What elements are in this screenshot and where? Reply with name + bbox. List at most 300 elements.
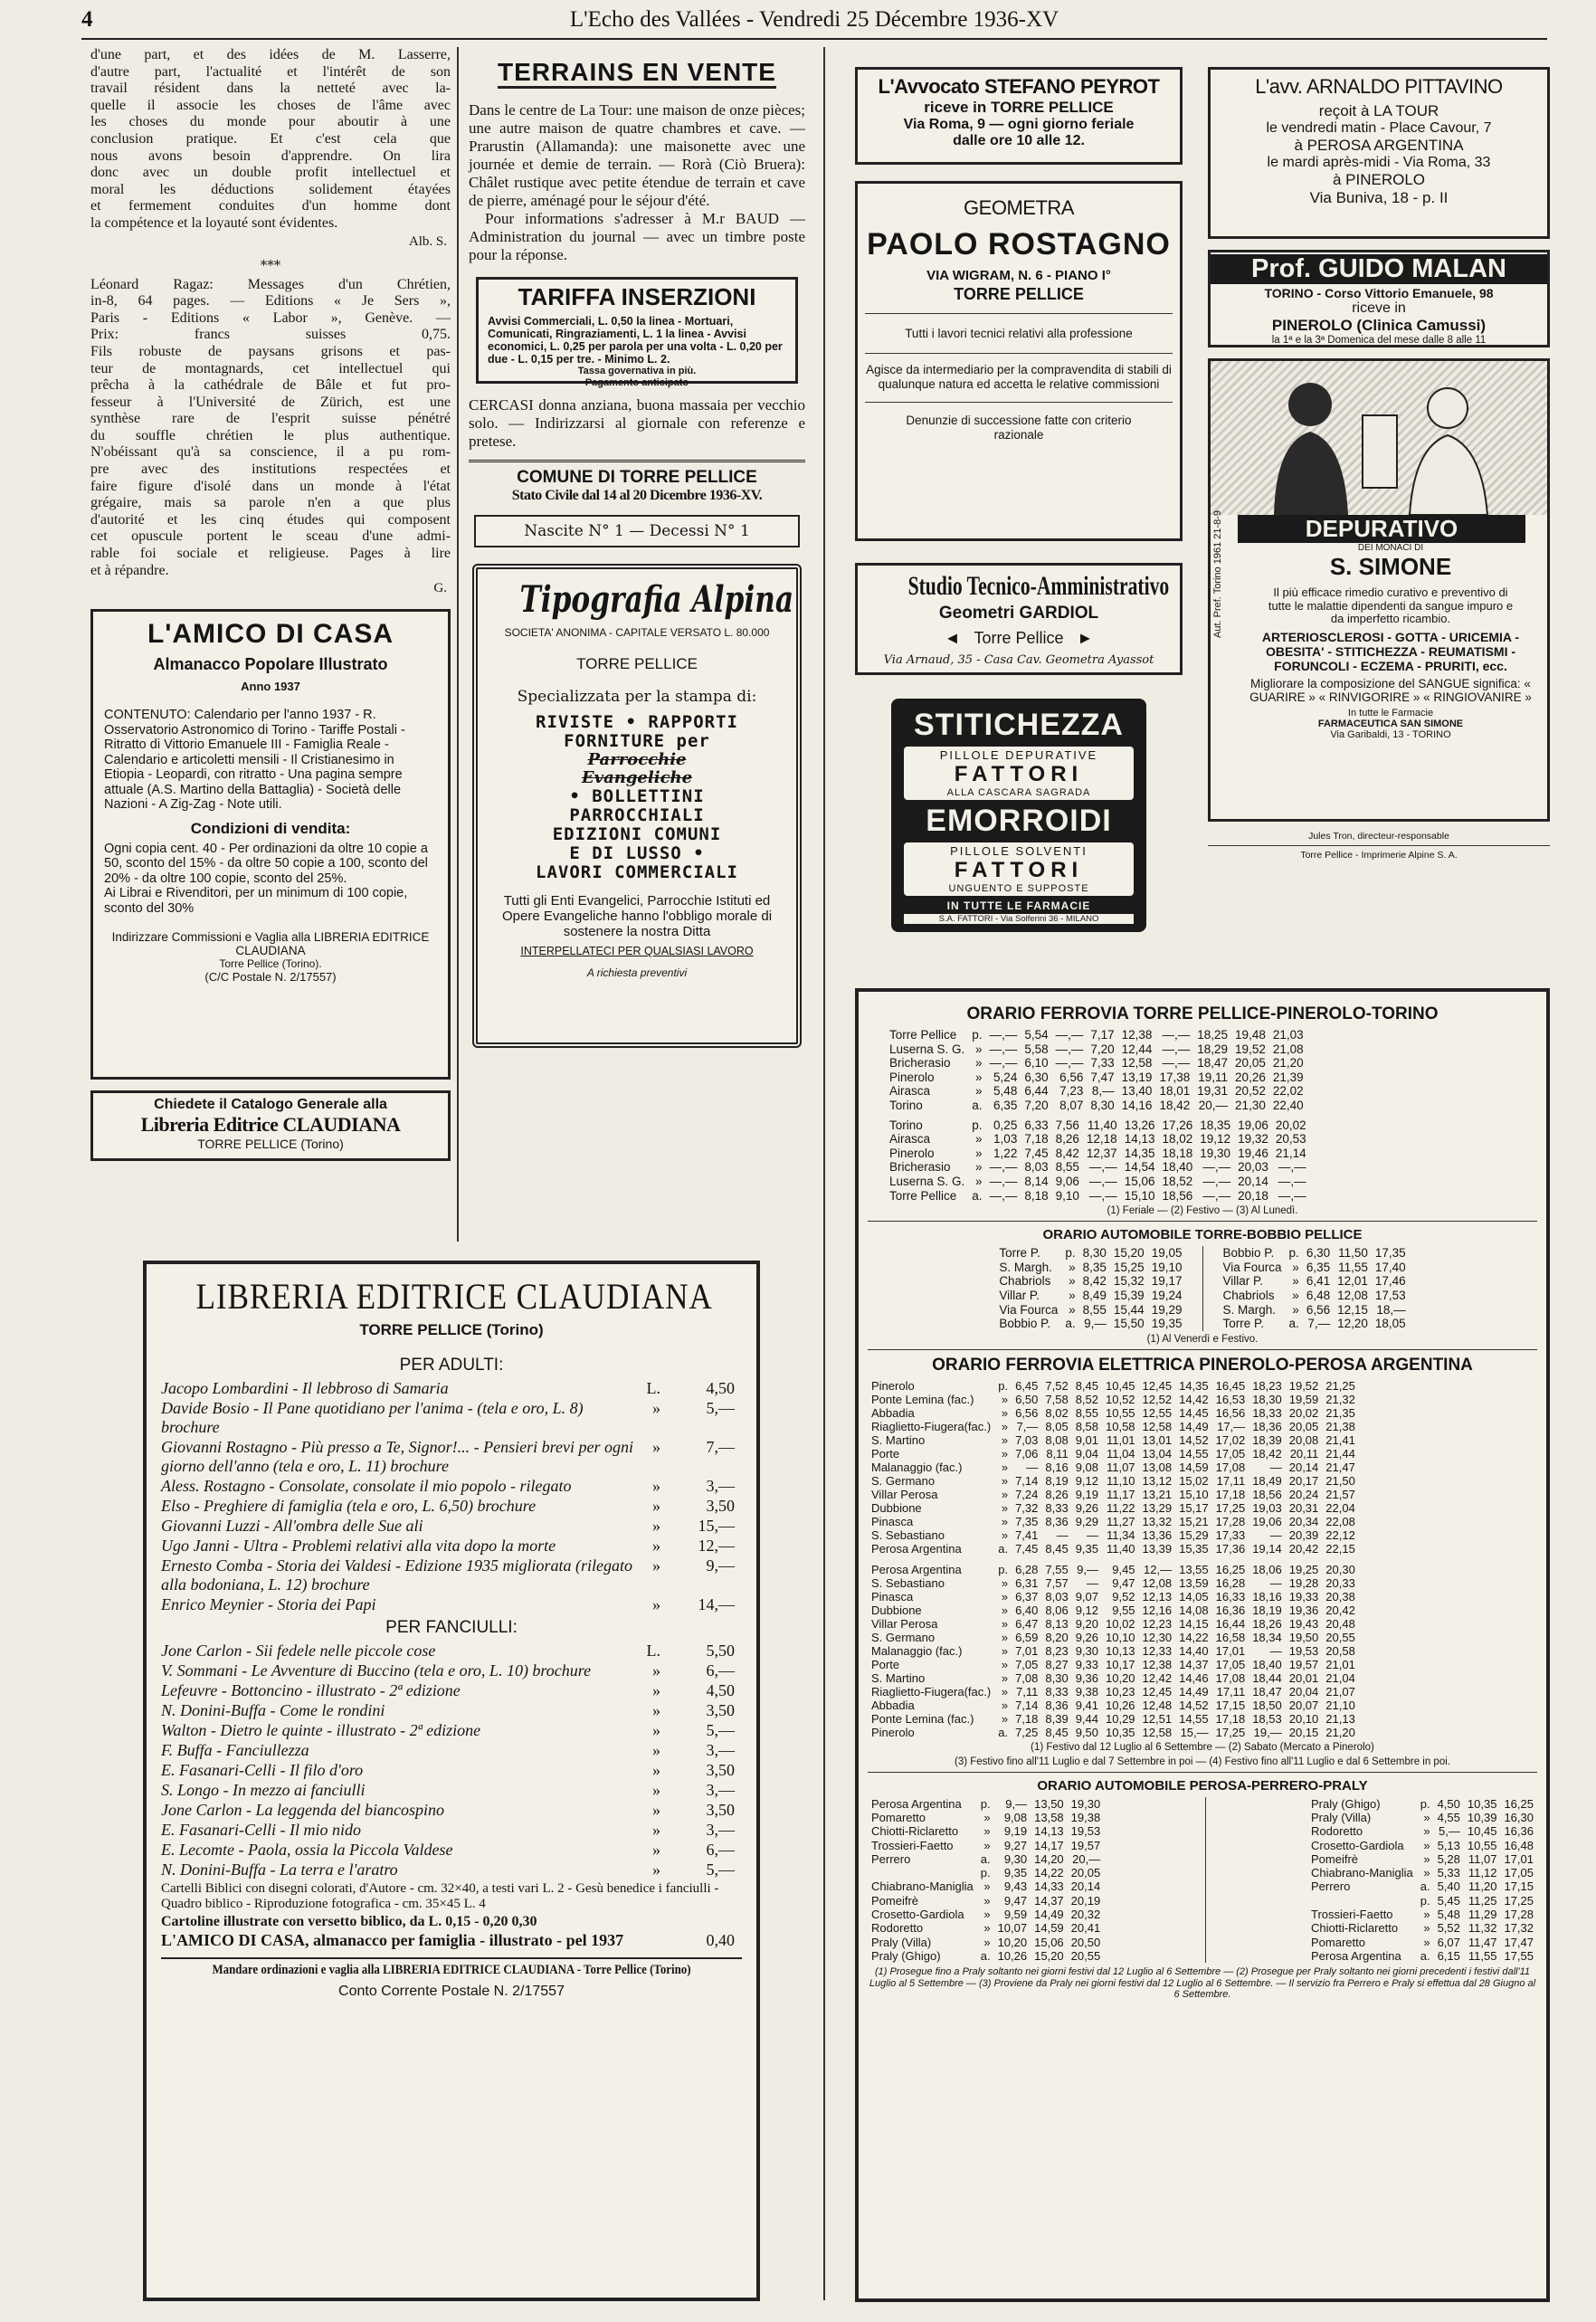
station-name: Rodoretto bbox=[1311, 1824, 1363, 1839]
time-cell: 9,20 bbox=[1075, 1616, 1098, 1631]
book-price: 3,50 bbox=[706, 1497, 735, 1515]
time-cell: 8,45 bbox=[1045, 1541, 1069, 1556]
libreria-fanciulli-heading: PER FANCIULLI: bbox=[385, 1618, 518, 1637]
time-cell: 11,25 bbox=[1468, 1893, 1497, 1908]
timetable-row bbox=[1307, 1894, 1537, 1908]
book-title: N. Donini-Buffa - Come le rondini bbox=[161, 1701, 385, 1719]
time-cell: 14,13 bbox=[1034, 1824, 1064, 1839]
time-cell: 19,53 bbox=[1288, 1643, 1319, 1658]
elettrica-note-2: (3) Festivo fino all'11 Luglio e dal 7 Settembre in poi — (4) Festivo fino all'11 Luglio e dal 6 Settembre in poi. bbox=[955, 1756, 1450, 1767]
time-cell: » bbox=[1001, 1527, 1009, 1542]
time-cell: — bbox=[1269, 1460, 1282, 1474]
rostagno-l7: Denunzie di successione fatte con criterio razionale bbox=[906, 414, 1132, 442]
time-cell: 14,13 bbox=[1124, 1132, 1155, 1147]
time-cell: 20,05 bbox=[1070, 1866, 1101, 1880]
time-cell: 10,23 bbox=[1106, 1684, 1135, 1699]
pittavino-l5: le mardi après-midi - Via Roma, 33 bbox=[1267, 155, 1491, 170]
time-cell: 18,34 bbox=[1252, 1630, 1282, 1644]
time-cell: —,— bbox=[1162, 1042, 1191, 1056]
time-cell: 17,25 bbox=[1215, 1500, 1246, 1515]
review-line: cet opuscule portent le sceau d'une admi- bbox=[90, 528, 451, 545]
studio-l3-row bbox=[865, 629, 1173, 648]
book-title: Lefeuvre - Bottoncino - illustrato - 2ª edizione bbox=[161, 1681, 461, 1699]
malan-ad bbox=[1208, 250, 1550, 347]
station-name: S. Margh. bbox=[999, 1260, 1052, 1274]
time-cell: 12,44 bbox=[1121, 1042, 1153, 1056]
studio-l3: Torre Pellice bbox=[974, 629, 1064, 647]
time-cell: 20,34 bbox=[1288, 1514, 1319, 1528]
nascite-text: Nascite N° 1 — Decessi N° 1 bbox=[524, 522, 750, 540]
time-cell: 14,49 bbox=[1034, 1908, 1064, 1922]
stitichezza-l2: PILLOLE DEPURATIVE bbox=[939, 748, 1098, 762]
station-name bbox=[868, 1866, 977, 1879]
station-name: S. Germano bbox=[871, 1630, 936, 1644]
timetable-row bbox=[1220, 1317, 1410, 1331]
timetable-row bbox=[868, 1866, 1104, 1879]
tipografia-prev: A richiesta preventivi bbox=[586, 966, 688, 979]
station-name: Perosa Argentina bbox=[871, 1541, 962, 1556]
time-cell: 16,53 bbox=[1215, 1392, 1246, 1406]
time-cell: 18,42 bbox=[1252, 1446, 1282, 1461]
time-cell: 6,47 bbox=[1015, 1616, 1039, 1631]
time-cell: p. bbox=[998, 1378, 1009, 1393]
time-cell: 13,21 bbox=[1142, 1487, 1173, 1501]
libreria-ad bbox=[143, 1261, 760, 2301]
time-cell: 8,35 bbox=[1082, 1260, 1107, 1274]
time-cell: 13,04 bbox=[1142, 1446, 1173, 1461]
time-cell: —,— bbox=[1278, 1188, 1306, 1203]
time-cell: 13,40 bbox=[1121, 1084, 1153, 1099]
time-cell: 17,08 bbox=[1215, 1460, 1246, 1474]
time-cell: 6,50 bbox=[1015, 1392, 1039, 1406]
time-cell: 18,40 bbox=[1252, 1657, 1282, 1671]
amico-account: (C/C Postale N. 2/17557) bbox=[204, 970, 337, 985]
time-cell: 15,35 bbox=[1179, 1541, 1209, 1556]
time-cell: 21,25 bbox=[1325, 1378, 1355, 1393]
time-cell: 18,56 bbox=[1252, 1487, 1282, 1501]
time-cell: 7,35 bbox=[1015, 1514, 1039, 1528]
time-cell: 7,32 bbox=[1015, 1500, 1039, 1515]
book-row bbox=[161, 1661, 742, 1680]
time-cell: 10,55 bbox=[1467, 1838, 1497, 1852]
time-cell: 18,19 bbox=[1252, 1603, 1282, 1617]
book-currency: » bbox=[652, 1701, 660, 1719]
amico-city: Torre Pellice (Torino). bbox=[219, 957, 322, 971]
tipografia-appeal: Tutti gli Enti Evangelici, Parrocchie Istituti ed Opere Evangeliche hanno l'obbligo morale di sostenere la nostra Ditta bbox=[501, 893, 773, 939]
time-cell: 7,03 bbox=[1015, 1432, 1039, 1447]
time-cell: 7,14 bbox=[1015, 1698, 1039, 1712]
catalog-line-1: Chiedete il Catalogo Generale alla bbox=[154, 1097, 387, 1113]
time-cell: 21,07 bbox=[1325, 1684, 1355, 1699]
time-cell: 18,39 bbox=[1252, 1432, 1282, 1447]
book-price: 6,— bbox=[706, 1841, 735, 1859]
time-cell: 20,55 bbox=[1070, 1948, 1101, 1963]
station-name: Chiotti-Riclaretto bbox=[871, 1824, 959, 1839]
article-line: travail résident dans la netteté avec la- bbox=[90, 81, 451, 97]
review-line: grégaire, mais sa parole n'en a que plus bbox=[90, 495, 451, 511]
station-name: Torre Pellice bbox=[889, 1188, 957, 1203]
time-cell: 16,36 bbox=[1215, 1603, 1246, 1617]
book-price: 4,50 bbox=[706, 1681, 735, 1699]
time-cell: —,— bbox=[1162, 1028, 1191, 1042]
timetable-row bbox=[886, 1028, 1307, 1042]
time-cell: 21,04 bbox=[1325, 1670, 1355, 1685]
timetable-row bbox=[1307, 1949, 1537, 1963]
time-cell: 12,51 bbox=[1142, 1711, 1173, 1726]
time-cell: » bbox=[1423, 1921, 1430, 1936]
timetable-row bbox=[1307, 1866, 1537, 1879]
book-row bbox=[161, 1801, 742, 1820]
time-cell: 15,02 bbox=[1179, 1473, 1209, 1488]
tipografia-services bbox=[487, 713, 787, 882]
amico-conditions-title: Condizioni di vendita: bbox=[190, 819, 351, 837]
station-name: Dubbione bbox=[871, 1500, 922, 1515]
time-cell: 7,18 bbox=[1024, 1132, 1049, 1147]
libreria-almanacco-row bbox=[161, 1931, 742, 1950]
time-cell: 14,37 bbox=[1034, 1893, 1064, 1908]
time-cell: a. bbox=[1420, 1948, 1430, 1963]
station-name: Torre P. bbox=[999, 1246, 1040, 1261]
time-cell: 20,— bbox=[1072, 1851, 1101, 1866]
studio-l1: Studio Tecnico-Amministrativo bbox=[907, 571, 1170, 601]
time-cell: 12,16 bbox=[1142, 1603, 1173, 1617]
time-cell: 14,42 bbox=[1179, 1392, 1209, 1406]
time-cell: 11,07 bbox=[1106, 1460, 1135, 1474]
tipografia-service-line: Parrocchie bbox=[587, 750, 687, 769]
time-cell: 18,30 bbox=[1252, 1392, 1282, 1406]
timetable-row bbox=[1220, 1261, 1410, 1275]
time-cell: » bbox=[1423, 1851, 1430, 1866]
time-cell: 9,26 bbox=[1075, 1630, 1098, 1644]
pittavino-l2: reçoit à LA TOUR bbox=[1318, 102, 1439, 119]
stitichezza-l9: IN TUTTE LE FARMACIE bbox=[946, 899, 1091, 912]
time-cell: » bbox=[1001, 1630, 1009, 1644]
time-cell: » bbox=[975, 1132, 983, 1147]
time-cell: 20,04 bbox=[1288, 1684, 1319, 1699]
time-cell: 19,06 bbox=[1252, 1514, 1282, 1528]
book-currency: » bbox=[652, 1801, 660, 1819]
tipografia-service-line: E DI LUSSO • bbox=[569, 843, 705, 863]
terrains-text: Dans le centre de La Tour: une maison de onze pièces; une autre maison de quatre chambres et cave. — Prarustin (Allamanda): une maisonette avec une journée et demie de terrain. — Rorà (Ciò Bruera): Châlet rustique avec petite étendue de terrain et cave de pierre, aménagé pour le séjour d'été. bbox=[469, 101, 805, 209]
review-ragaz bbox=[90, 277, 451, 580]
time-cell: a. bbox=[980, 1948, 991, 1963]
bobbio-title: ORARIO AUTOMOBILE TORRE-BOBBIO PELLICE bbox=[1042, 1227, 1363, 1243]
book-row bbox=[161, 1781, 742, 1800]
time-cell: 14,08 bbox=[1179, 1603, 1209, 1617]
time-cell: 9,08 bbox=[1003, 1810, 1028, 1824]
review-line: Fils robuste de paysans grisons et pas- bbox=[90, 343, 451, 359]
station-name: Villar P. bbox=[999, 1288, 1040, 1302]
station-name: Luserna S. G. bbox=[889, 1042, 965, 1056]
time-cell: 20,19 bbox=[1070, 1893, 1101, 1908]
time-cell: — bbox=[1056, 1527, 1069, 1542]
depurativo-text: Il più efficace rimedio curativo e preventivo di tutte le malattie dipendenti da sangue impuro e da imperfetto ricambio. bbox=[1268, 585, 1514, 625]
timetable-row bbox=[886, 1189, 1310, 1204]
time-cell: 8,11 bbox=[1046, 1446, 1069, 1461]
station-name: Bobbio P. bbox=[999, 1317, 1051, 1331]
time-cell: » bbox=[1001, 1405, 1009, 1420]
station-name: Bobbio P. bbox=[1222, 1246, 1275, 1261]
station-name: Chiabrano-Maniglia bbox=[871, 1879, 974, 1894]
time-cell: » bbox=[975, 1042, 983, 1056]
station-name: Pinasca bbox=[871, 1514, 914, 1528]
timetable-row bbox=[868, 1811, 1104, 1824]
time-cell: 13,26 bbox=[1124, 1118, 1155, 1132]
time-cell: 10,02 bbox=[1106, 1616, 1135, 1631]
review-line: Léonard Ragaz: Messages d'un Chrétien, bbox=[90, 276, 451, 292]
time-cell: 8,45 bbox=[1075, 1378, 1098, 1393]
timetable-row bbox=[868, 1658, 1359, 1671]
book-title: E. Fasanari-Celli - Il mio nido bbox=[161, 1821, 361, 1839]
time-cell: » bbox=[983, 1824, 991, 1839]
article-line: d'une part, et des idées de M. Lasserre, bbox=[90, 47, 451, 62]
timetable-row bbox=[1307, 1839, 1537, 1852]
time-cell: 14,49 bbox=[1179, 1684, 1209, 1699]
timetable-row bbox=[868, 1488, 1359, 1501]
time-cell: 10,07 bbox=[997, 1921, 1028, 1936]
article-lasserre bbox=[90, 47, 451, 233]
stitichezza-l6: PILLOLE SOLVENTI bbox=[950, 844, 1088, 858]
time-cell: » bbox=[975, 1084, 983, 1099]
malan-l4: PINEROLO (Clinica Camussi) bbox=[1271, 317, 1487, 334]
time-cell: 15,20 bbox=[1113, 1246, 1145, 1261]
depurativo-dei: DEI MONACI DI bbox=[1357, 543, 1424, 553]
review-line: Prix: francs suisses 0,75. bbox=[90, 327, 451, 343]
review-line: du souffle chrétien le plus authentique. bbox=[90, 427, 451, 443]
time-cell: 12,18 bbox=[1086, 1132, 1117, 1147]
peyrot-l1: L'Avvocato STEFANO PEYROT bbox=[878, 75, 1160, 98]
divider bbox=[161, 1957, 742, 1959]
time-cell: 19,57 bbox=[1070, 1838, 1101, 1852]
review-line: et à répandre. bbox=[90, 562, 169, 578]
catalog-ad bbox=[90, 1090, 451, 1161]
station-name: Crosetto-Gardiola bbox=[871, 1908, 964, 1922]
depurativo-illustration bbox=[1211, 361, 1547, 515]
column-1 bbox=[90, 47, 451, 1161]
time-cell: » bbox=[975, 1056, 983, 1071]
book-title: Jacopo Lombardini - Il lebbroso di Samaria bbox=[161, 1379, 449, 1397]
section-stars: *** bbox=[260, 256, 281, 273]
review-line: prêcha à la cathédrale de Bâle et fut pro- bbox=[90, 377, 451, 394]
nascite-box bbox=[474, 515, 800, 547]
book-row bbox=[161, 1761, 742, 1780]
comune-sub: Stato Civile dal 14 al 20 Dicembre 1936-XV. bbox=[511, 488, 763, 503]
time-cell: 21,01 bbox=[1325, 1657, 1355, 1671]
time-cell: 8,49 bbox=[1082, 1288, 1107, 1302]
review-line: fesseur à l'Université de Zürich, est une bbox=[90, 394, 451, 410]
rostagno-l2: PAOLO ROSTAGNO bbox=[867, 227, 1171, 262]
time-cell: 15,50 bbox=[1113, 1317, 1145, 1331]
time-cell: » bbox=[983, 1810, 991, 1824]
time-cell: 6,37 bbox=[1015, 1589, 1039, 1604]
catalog-line-2: Libreria Editrice CLAUDIANA bbox=[140, 1113, 401, 1137]
time-cell: 5,54 bbox=[1024, 1028, 1049, 1042]
time-cell: 20,52 bbox=[1235, 1084, 1266, 1099]
time-cell: 16,44 bbox=[1215, 1616, 1246, 1631]
timetable-row bbox=[868, 1631, 1359, 1644]
time-cell: 15,10 bbox=[1179, 1487, 1209, 1501]
time-cell: 21,20 bbox=[1272, 1056, 1304, 1071]
timetable-row bbox=[868, 1515, 1359, 1528]
time-cell: 12,08 bbox=[1337, 1288, 1368, 1302]
time-cell: 14,55 bbox=[1179, 1711, 1209, 1726]
time-cell: 9,08 bbox=[1075, 1460, 1098, 1474]
time-cell: 15,29 bbox=[1179, 1527, 1209, 1542]
time-cell: 21,57 bbox=[1325, 1487, 1355, 1501]
time-cell: 20,33 bbox=[1325, 1575, 1355, 1590]
directeur: Jules Tron, directeur-responsable bbox=[1208, 831, 1550, 846]
station-name: Ponte Lemina (fac.) bbox=[871, 1392, 974, 1406]
time-cell: a. bbox=[1420, 1879, 1430, 1894]
time-cell: 20,53 bbox=[1275, 1132, 1306, 1147]
time-cell: » bbox=[1292, 1302, 1299, 1317]
time-cell: 9,43 bbox=[1003, 1879, 1028, 1894]
time-cell: » bbox=[1423, 1824, 1430, 1839]
time-cell: —,— bbox=[989, 1160, 1018, 1175]
timetable-row bbox=[1307, 1908, 1537, 1921]
station-name: Porte bbox=[871, 1446, 900, 1461]
station-name: Malanaggio (fac.) bbox=[871, 1643, 963, 1658]
time-cell: 5,24 bbox=[993, 1070, 1018, 1084]
time-cell: 14,59 bbox=[1034, 1921, 1064, 1936]
time-cell: 19,43 bbox=[1288, 1616, 1319, 1631]
time-cell: 13,12 bbox=[1142, 1473, 1173, 1488]
time-cell: 6,56 bbox=[1015, 1405, 1039, 1420]
time-cell: 12,45 bbox=[1142, 1378, 1173, 1393]
time-cell: » bbox=[1001, 1589, 1009, 1604]
time-cell: 6,33 bbox=[1024, 1118, 1049, 1132]
time-cell: 10,26 bbox=[1106, 1698, 1135, 1712]
time-cell: 19,38 bbox=[1070, 1810, 1101, 1824]
time-cell: 7,05 bbox=[1015, 1657, 1039, 1671]
time-cell: 18,35 bbox=[1200, 1118, 1231, 1132]
time-cell: » bbox=[1001, 1446, 1009, 1461]
time-cell: 8,26 bbox=[1045, 1487, 1069, 1501]
time-cell: 10,58 bbox=[1106, 1419, 1135, 1433]
time-cell: —,— bbox=[1055, 1042, 1084, 1056]
time-cell: 22,04 bbox=[1325, 1500, 1355, 1515]
time-cell: 8,55 bbox=[1075, 1405, 1098, 1420]
time-cell: — bbox=[1269, 1643, 1282, 1658]
column-3-right bbox=[1208, 67, 1550, 861]
time-cell: 12,15 bbox=[1337, 1302, 1368, 1317]
stitichezza-l3: FATTORI bbox=[954, 762, 1084, 786]
time-cell: 18,56 bbox=[1162, 1188, 1193, 1203]
book-price: 3,50 bbox=[706, 1701, 735, 1719]
time-cell: 10,26 bbox=[997, 1948, 1028, 1963]
time-cell: 12,58 bbox=[1121, 1056, 1153, 1071]
time-cell: 16,58 bbox=[1215, 1630, 1246, 1644]
time-cell: p. bbox=[998, 1562, 1009, 1576]
praly-title: ORARIO AUTOMOBILE PEROSA-PERRERO-PRALY bbox=[1037, 1777, 1368, 1794]
elettrica-table-return bbox=[868, 1563, 1359, 1739]
libreria-mandare: Mandare ordinazioni e vaglia alla LIBRERIA EDITRICE CLAUDIANA - Torre Pellice (Torino) bbox=[212, 1963, 691, 1977]
libreria-adulti-heading: PER ADULTI: bbox=[399, 1356, 504, 1375]
time-cell: 20,48 bbox=[1325, 1616, 1355, 1631]
pittavino-l6: à PINEROLO bbox=[1332, 171, 1426, 188]
time-cell: » bbox=[1001, 1698, 1009, 1712]
depurativo-title: DEPURATIVO bbox=[1238, 515, 1525, 543]
time-cell: 18,— bbox=[1376, 1302, 1406, 1317]
station-name: Perrero bbox=[871, 1851, 911, 1866]
column-3-left bbox=[855, 67, 1183, 932]
time-cell: » bbox=[983, 1908, 991, 1922]
time-cell: —,— bbox=[989, 1042, 1018, 1056]
time-cell: a. bbox=[998, 1725, 1009, 1739]
time-cell: 19,52 bbox=[1235, 1042, 1266, 1056]
time-cell: 6,31 bbox=[1015, 1575, 1039, 1590]
time-cell: 8,52 bbox=[1075, 1392, 1098, 1406]
station-name: Crosetto-Gardiola bbox=[1311, 1838, 1404, 1852]
time-cell: 5,13 bbox=[1437, 1838, 1460, 1852]
time-cell: 21,08 bbox=[1272, 1042, 1304, 1056]
time-cell: —,— bbox=[1202, 1188, 1231, 1203]
timetable-row bbox=[1220, 1289, 1410, 1303]
book-title: E. Lecomte - Paola, ossia la Piccola Valdese bbox=[161, 1841, 453, 1859]
time-cell: 10,35 bbox=[1106, 1725, 1135, 1739]
timetable-row bbox=[1220, 1246, 1410, 1261]
tipografia-service-line: PARROCCHIALI bbox=[569, 805, 705, 825]
time-cell: 9,07 bbox=[1075, 1589, 1098, 1604]
time-cell: 21,14 bbox=[1275, 1146, 1306, 1160]
time-cell: 16,33 bbox=[1215, 1589, 1246, 1604]
time-cell: 7,58 bbox=[1045, 1392, 1069, 1406]
time-cell: 10,10 bbox=[1106, 1630, 1135, 1644]
timetable-row bbox=[1307, 1936, 1537, 1949]
cercasi-ad bbox=[469, 396, 805, 451]
time-cell: 9,01 bbox=[1075, 1432, 1098, 1447]
book-row bbox=[161, 1642, 742, 1661]
time-cell: 8,36 bbox=[1045, 1514, 1069, 1528]
time-cell: 20,30 bbox=[1325, 1562, 1355, 1576]
time-cell: 17,46 bbox=[1374, 1274, 1406, 1289]
time-cell: 19,50 bbox=[1288, 1630, 1319, 1644]
time-cell: 20,01 bbox=[1288, 1670, 1319, 1685]
time-cell: 10,35 bbox=[1467, 1796, 1497, 1811]
time-cell: 12,48 bbox=[1142, 1698, 1173, 1712]
time-cell: —,— bbox=[989, 1188, 1018, 1203]
time-cell: 11,47 bbox=[1468, 1935, 1497, 1949]
time-cell: » bbox=[1001, 1643, 1009, 1658]
timetable-row bbox=[886, 1084, 1307, 1099]
tipografia-service-line: Evangeliche bbox=[581, 768, 693, 787]
time-cell: 15,25 bbox=[1113, 1260, 1145, 1274]
monks-illustration-icon bbox=[1211, 361, 1547, 515]
time-cell: 18,23 bbox=[1252, 1378, 1282, 1393]
time-cell: 9,12 bbox=[1075, 1473, 1098, 1488]
column-rule bbox=[457, 47, 459, 1242]
station-name: Ponte Lemina (fac.) bbox=[871, 1711, 974, 1726]
studio-l2: Geometri GARDIOL bbox=[938, 604, 1099, 623]
time-cell: 13,36 bbox=[1142, 1527, 1173, 1542]
time-cell: 18,53 bbox=[1252, 1711, 1282, 1726]
libreria-cartelli: Cartelli Biblici con disegni colorati, d'Autore - cm. 32×40, a testi vari L. 2 - Gesù benedice i fanciulli - Quadro biblico - Riproduzione fotografica - cm. 35×45 L. 4 bbox=[161, 1881, 719, 1911]
book-price: 3,— bbox=[706, 1477, 735, 1495]
time-cell: 17,28 bbox=[1215, 1514, 1246, 1528]
time-cell: 4,55 bbox=[1437, 1810, 1460, 1824]
book-price: 14,— bbox=[698, 1595, 735, 1613]
time-cell: 21,32 bbox=[1325, 1392, 1355, 1406]
peyrot-l2: riceve in TORRE PELLICE bbox=[924, 99, 1114, 116]
book-currency: » bbox=[652, 1721, 660, 1739]
time-cell: 5,28 bbox=[1437, 1851, 1460, 1866]
malan-l1: Prof. GUIDO MALAN bbox=[1211, 254, 1547, 284]
time-cell: 19,24 bbox=[1151, 1288, 1183, 1302]
time-cell: 17,01 bbox=[1215, 1643, 1246, 1658]
timetable-row bbox=[1307, 1852, 1537, 1866]
time-cell: 15,32 bbox=[1113, 1274, 1145, 1289]
timetable-row bbox=[886, 1175, 1310, 1189]
